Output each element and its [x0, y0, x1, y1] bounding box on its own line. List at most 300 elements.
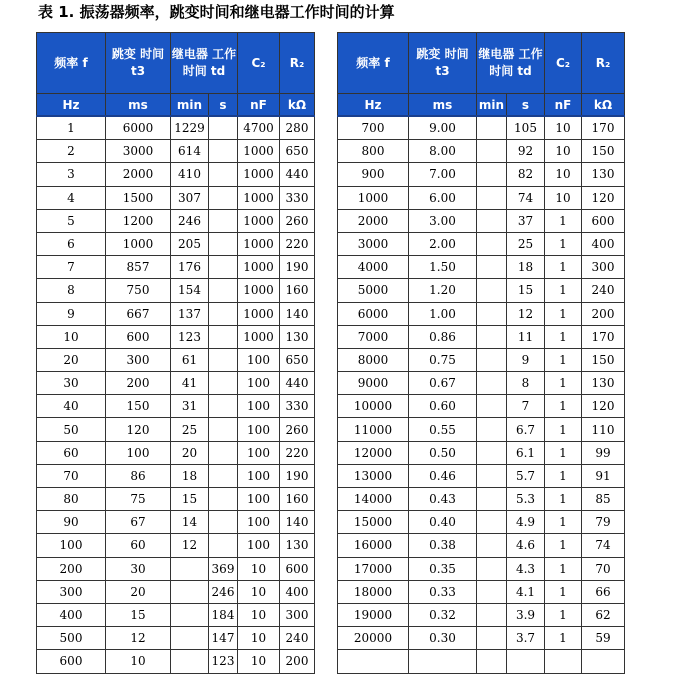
- table-row: [37, 441, 315, 464]
- header-jump-time: 跳变 时间 t3: [409, 33, 477, 94]
- cell-frequency: 5: [37, 209, 106, 232]
- cell-frequency: 5000: [338, 279, 409, 302]
- cell-c2: 100: [238, 464, 280, 487]
- cell-r2: 62: [582, 603, 625, 626]
- cell-relay-min: [477, 348, 507, 371]
- cell-frequency: 500: [37, 627, 106, 650]
- cell-relay-s: 6.1: [507, 441, 545, 464]
- cell-frequency: 18000: [338, 580, 409, 603]
- cell-c2: 1: [545, 627, 582, 650]
- cell-r2: 130: [280, 325, 315, 348]
- cell-jump-time: 600: [106, 325, 171, 348]
- cell-frequency: 20: [37, 348, 106, 371]
- table-row: [338, 372, 625, 395]
- cell-relay-s: [209, 534, 238, 557]
- table-row: [37, 534, 315, 557]
- cell-frequency: 40: [37, 395, 106, 418]
- cell-c2: 1: [545, 464, 582, 487]
- cell-r2: 300: [582, 256, 625, 279]
- cell-relay-min: 176: [171, 256, 209, 279]
- table-row: [37, 557, 315, 580]
- cell-frequency: 6000: [338, 302, 409, 325]
- cell-frequency: 12000: [338, 441, 409, 464]
- cell-r2: 300: [280, 603, 315, 626]
- cell-relay-s: [209, 464, 238, 487]
- cell-r2: 160: [280, 279, 315, 302]
- cell-frequency: 300: [37, 580, 106, 603]
- cell-r2: 160: [280, 488, 315, 511]
- cell-relay-s: [209, 302, 238, 325]
- cell-c2: 1: [545, 279, 582, 302]
- cell-relay-min: 14: [171, 511, 209, 534]
- cell-frequency: 15000: [338, 511, 409, 534]
- cell-relay-s: [209, 488, 238, 511]
- cell-frequency: 6: [37, 232, 106, 255]
- cell-r2: 400: [582, 232, 625, 255]
- cell-frequency: 1: [37, 116, 106, 140]
- table-row: [338, 232, 625, 255]
- cell-relay-s: 8: [507, 372, 545, 395]
- table-row: [338, 441, 625, 464]
- table-row: [37, 116, 315, 140]
- header-frequency: 频率 f: [338, 33, 409, 94]
- cell-frequency: 90: [37, 511, 106, 534]
- cell-c2: 1000: [238, 279, 280, 302]
- table-row: [37, 186, 315, 209]
- cell-relay-min: [477, 511, 507, 534]
- cell-r2: 59: [582, 627, 625, 650]
- cell-c2: 1: [545, 441, 582, 464]
- cell-c2: 4700: [238, 116, 280, 140]
- header-r2: R₂: [582, 33, 625, 94]
- cell-r2: 650: [280, 348, 315, 371]
- cell-relay-min: 154: [171, 279, 209, 302]
- cell-jump-time: 0.55: [409, 418, 477, 441]
- cell-r2: 91: [582, 464, 625, 487]
- cell-relay-s: 147: [209, 627, 238, 650]
- cell-relay-s: 5.7: [507, 464, 545, 487]
- cell-r2: 70: [582, 557, 625, 580]
- table-row: [37, 232, 315, 255]
- cell-r2: 170: [582, 116, 625, 140]
- cell-c2: 1: [545, 232, 582, 255]
- table-row: [338, 116, 625, 140]
- cell-relay-min: 12: [171, 534, 209, 557]
- cell-c2: 10: [238, 650, 280, 673]
- header-jump-time: 跳变 时间 t3: [106, 33, 171, 94]
- cell-relay-s: 4.6: [507, 534, 545, 557]
- cell-relay-s: 7: [507, 395, 545, 418]
- cell-relay-min: [171, 650, 209, 673]
- cell-jump-time: 0.60: [409, 395, 477, 418]
- table-row: [37, 163, 315, 186]
- cell-frequency: 800: [338, 140, 409, 163]
- cell-relay-s: 74: [507, 186, 545, 209]
- cell-relay-s: 369: [209, 557, 238, 580]
- cell-relay-min: 41: [171, 372, 209, 395]
- cell-r2: 130: [582, 163, 625, 186]
- cell-relay-min: [477, 464, 507, 487]
- cell-c2: 10: [238, 627, 280, 650]
- table-row: [338, 348, 625, 371]
- cell-relay-min: 1229: [171, 116, 209, 140]
- cell-relay-s: 4.3: [507, 557, 545, 580]
- cell-frequency: 2000: [338, 209, 409, 232]
- cell-r2: 440: [280, 163, 315, 186]
- cell-relay-min: 123: [171, 325, 209, 348]
- unit-ms: ms: [409, 94, 477, 117]
- cell-r2: 120: [582, 186, 625, 209]
- cell-relay-s: 184: [209, 603, 238, 626]
- cell-relay-s: 9: [507, 348, 545, 371]
- cell-frequency: 7: [37, 256, 106, 279]
- cell-relay-min: [477, 395, 507, 418]
- table-row: [338, 534, 625, 557]
- cell-c2: 10: [545, 186, 582, 209]
- cell-relay-min: 61: [171, 348, 209, 371]
- cell-relay-s: 37: [507, 209, 545, 232]
- cell-frequency: 9000: [338, 372, 409, 395]
- cell-frequency: 60: [37, 441, 106, 464]
- cell-jump-time: 10: [106, 650, 171, 673]
- cell-relay-min: [477, 302, 507, 325]
- cell-relay-min: [477, 325, 507, 348]
- table-row: [37, 302, 315, 325]
- cell-r2: 120: [582, 395, 625, 418]
- cell-jump-time: 150: [106, 395, 171, 418]
- table-row: [37, 209, 315, 232]
- cell-r2: 240: [582, 279, 625, 302]
- cell-jump-time: 86: [106, 464, 171, 487]
- cell-jump-time: 100: [106, 441, 171, 464]
- cell-r2: 190: [280, 256, 315, 279]
- cell-relay-s: [209, 209, 238, 232]
- cell-relay-s: 246: [209, 580, 238, 603]
- cell-frequency: 10: [37, 325, 106, 348]
- cell-r2: 330: [280, 395, 315, 418]
- table-row: [338, 603, 625, 626]
- cell-frequency: 4000: [338, 256, 409, 279]
- cell-c2: 1: [545, 302, 582, 325]
- table-row: [338, 395, 625, 418]
- table-row: [338, 627, 625, 650]
- cell-frequency: 3000: [338, 232, 409, 255]
- cell-relay-min: 18: [171, 464, 209, 487]
- table-row: [338, 140, 625, 163]
- cell-relay-min: [477, 580, 507, 603]
- cell-relay-s: [507, 650, 545, 673]
- cell-r2: 220: [280, 441, 315, 464]
- cell-relay-min: 15: [171, 488, 209, 511]
- table-row: [338, 488, 625, 511]
- cell-relay-s: 5.3: [507, 488, 545, 511]
- table-row: [37, 627, 315, 650]
- cell-relay-s: [209, 186, 238, 209]
- cell-frequency: 50: [37, 418, 106, 441]
- table-row: [37, 488, 315, 511]
- cell-relay-s: [209, 511, 238, 534]
- cell-relay-s: 123: [209, 650, 238, 673]
- cell-relay-min: [477, 650, 507, 673]
- cell-relay-min: [477, 232, 507, 255]
- cell-relay-s: 15: [507, 279, 545, 302]
- cell-r2: 200: [582, 302, 625, 325]
- cell-frequency: 400: [37, 603, 106, 626]
- cell-c2: 1: [545, 256, 582, 279]
- cell-jump-time: 0.38: [409, 534, 477, 557]
- cell-relay-min: [477, 279, 507, 302]
- unit-kohm: kΩ: [280, 94, 315, 117]
- cell-jump-time: 7.00: [409, 163, 477, 186]
- cell-c2: 1: [545, 511, 582, 534]
- cell-relay-min: 614: [171, 140, 209, 163]
- cell-relay-s: 82: [507, 163, 545, 186]
- cell-c2: 1000: [238, 325, 280, 348]
- cell-c2: 1000: [238, 209, 280, 232]
- cell-jump-time: 1.00: [409, 302, 477, 325]
- table-caption: 表 1. 振荡器频率，跳变时间和继电器工作时间的计算: [38, 3, 395, 21]
- cell-jump-time: 8.00: [409, 140, 477, 163]
- cell-c2: [545, 650, 582, 673]
- cell-relay-min: [477, 163, 507, 186]
- cell-r2: 220: [280, 232, 315, 255]
- table-row: [37, 348, 315, 371]
- cell-c2: 100: [238, 534, 280, 557]
- cell-frequency: 10000: [338, 395, 409, 418]
- cell-jump-time: 0.86: [409, 325, 477, 348]
- cell-jump-time: 1000: [106, 232, 171, 255]
- unit-nf: nF: [238, 94, 280, 117]
- cell-c2: 10: [238, 603, 280, 626]
- cell-r2: 200: [280, 650, 315, 673]
- cell-jump-time: 1500: [106, 186, 171, 209]
- table-row: [338, 557, 625, 580]
- cell-jump-time: 12: [106, 627, 171, 650]
- cell-c2: 1: [545, 348, 582, 371]
- cell-frequency: 2: [37, 140, 106, 163]
- cell-frequency: 8: [37, 279, 106, 302]
- unit-min: min: [171, 94, 209, 117]
- cell-frequency: [338, 650, 409, 673]
- cell-frequency: 600: [37, 650, 106, 673]
- cell-c2: 1: [545, 534, 582, 557]
- table-row: [338, 464, 625, 487]
- cell-c2: 100: [238, 441, 280, 464]
- cell-frequency: 80: [37, 488, 106, 511]
- cell-c2: 100: [238, 488, 280, 511]
- table-row: [338, 580, 625, 603]
- cell-r2: 280: [280, 116, 315, 140]
- cell-frequency: 20000: [338, 627, 409, 650]
- cell-r2: 66: [582, 580, 625, 603]
- cell-relay-s: 4.9: [507, 511, 545, 534]
- cell-jump-time: 67: [106, 511, 171, 534]
- cell-jump-time: 120: [106, 418, 171, 441]
- cell-c2: 100: [238, 372, 280, 395]
- cell-r2: 600: [280, 557, 315, 580]
- cell-relay-s: [209, 441, 238, 464]
- cell-relay-s: 25: [507, 232, 545, 255]
- cell-relay-s: [209, 348, 238, 371]
- cell-frequency: 17000: [338, 557, 409, 580]
- table-row: [338, 302, 625, 325]
- table-row: [338, 279, 625, 302]
- table-row: [37, 140, 315, 163]
- cell-relay-s: 6.7: [507, 418, 545, 441]
- cell-frequency: 16000: [338, 534, 409, 557]
- cell-relay-min: [477, 140, 507, 163]
- frequency-table-left: [36, 32, 315, 674]
- header-relay-time: 继电器 工作时间 td: [171, 33, 238, 94]
- cell-r2: 190: [280, 464, 315, 487]
- cell-r2: 650: [280, 140, 315, 163]
- unit-nf: nF: [545, 94, 582, 117]
- cell-relay-s: [209, 395, 238, 418]
- cell-r2: 240: [280, 627, 315, 650]
- cell-jump-time: 30: [106, 557, 171, 580]
- cell-r2: 330: [280, 186, 315, 209]
- cell-r2: 79: [582, 511, 625, 534]
- table-row: [37, 580, 315, 603]
- cell-c2: 1: [545, 325, 582, 348]
- cell-r2: 260: [280, 209, 315, 232]
- cell-c2: 100: [238, 418, 280, 441]
- cell-c2: 1000: [238, 186, 280, 209]
- table-row: [37, 603, 315, 626]
- cell-frequency: 7000: [338, 325, 409, 348]
- cell-r2: 150: [582, 140, 625, 163]
- table-row: [37, 372, 315, 395]
- table-row: [37, 650, 315, 673]
- cell-relay-min: [477, 372, 507, 395]
- header-c2: C₂: [545, 33, 582, 94]
- table-row: [338, 650, 625, 673]
- cell-c2: 1: [545, 209, 582, 232]
- cell-relay-s: 11: [507, 325, 545, 348]
- cell-relay-s: [209, 372, 238, 395]
- cell-frequency: 14000: [338, 488, 409, 511]
- unit-hz: Hz: [37, 94, 106, 117]
- cell-r2: 85: [582, 488, 625, 511]
- cell-relay-min: 25: [171, 418, 209, 441]
- table-row: [37, 256, 315, 279]
- cell-c2: 1000: [238, 140, 280, 163]
- cell-relay-min: [477, 186, 507, 209]
- cell-jump-time: 9.00: [409, 116, 477, 140]
- table-row: [338, 256, 625, 279]
- cell-frequency: 4: [37, 186, 106, 209]
- cell-r2: 260: [280, 418, 315, 441]
- cell-relay-min: 31: [171, 395, 209, 418]
- cell-jump-time: 667: [106, 302, 171, 325]
- cell-r2: 140: [280, 511, 315, 534]
- cell-relay-s: 18: [507, 256, 545, 279]
- cell-relay-s: [209, 232, 238, 255]
- cell-jump-time: 0.33: [409, 580, 477, 603]
- cell-frequency: 200: [37, 557, 106, 580]
- cell-relay-min: [477, 488, 507, 511]
- cell-relay-min: [171, 580, 209, 603]
- unit-hz: Hz: [338, 94, 409, 117]
- cell-relay-s: [209, 279, 238, 302]
- cell-r2: 170: [582, 325, 625, 348]
- cell-jump-time: 0.46: [409, 464, 477, 487]
- cell-relay-min: 307: [171, 186, 209, 209]
- cell-c2: 1000: [238, 256, 280, 279]
- cell-c2: 1000: [238, 163, 280, 186]
- table-row: [37, 511, 315, 534]
- cell-jump-time: 0.32: [409, 603, 477, 626]
- cell-relay-min: 205: [171, 232, 209, 255]
- cell-frequency: 30: [37, 372, 106, 395]
- table-row: [338, 163, 625, 186]
- cell-frequency: 900: [338, 163, 409, 186]
- cell-relay-s: [209, 325, 238, 348]
- cell-frequency: 700: [338, 116, 409, 140]
- cell-jump-time: 0.35: [409, 557, 477, 580]
- table-row: [37, 325, 315, 348]
- header-r2: R₂: [280, 33, 315, 94]
- cell-relay-min: 246: [171, 209, 209, 232]
- cell-frequency: 11000: [338, 418, 409, 441]
- cell-jump-time: 0.40: [409, 511, 477, 534]
- cell-jump-time: 6.00: [409, 186, 477, 209]
- cell-jump-time: 300: [106, 348, 171, 371]
- cell-relay-min: 410: [171, 163, 209, 186]
- cell-relay-min: [477, 534, 507, 557]
- header-relay-time: 继电器 工作时间 td: [477, 33, 545, 94]
- header-c2: C₂: [238, 33, 280, 94]
- unit-ms: ms: [106, 94, 171, 117]
- cell-c2: 10: [545, 140, 582, 163]
- cell-frequency: 3: [37, 163, 106, 186]
- cell-relay-min: [477, 603, 507, 626]
- cell-r2: 140: [280, 302, 315, 325]
- cell-c2: 100: [238, 511, 280, 534]
- unit-kohm: kΩ: [582, 94, 625, 117]
- unit-s: s: [209, 94, 238, 117]
- cell-frequency: 8000: [338, 348, 409, 371]
- cell-r2: 110: [582, 418, 625, 441]
- table-row: [338, 209, 625, 232]
- cell-frequency: 1000: [338, 186, 409, 209]
- table-row: [338, 418, 625, 441]
- unit-s: s: [507, 94, 545, 117]
- cell-r2: 130: [582, 372, 625, 395]
- cell-r2: 400: [280, 580, 315, 603]
- cell-jump-time: 857: [106, 256, 171, 279]
- cell-relay-min: 20: [171, 441, 209, 464]
- cell-relay-min: [477, 557, 507, 580]
- cell-relay-s: 4.1: [507, 580, 545, 603]
- cell-relay-min: [171, 627, 209, 650]
- cell-c2: 1: [545, 395, 582, 418]
- table-body-left: [37, 116, 315, 673]
- cell-c2: 1: [545, 488, 582, 511]
- cell-c2: 100: [238, 395, 280, 418]
- cell-c2: 100: [238, 348, 280, 371]
- cell-jump-time: [409, 650, 477, 673]
- cell-relay-min: [477, 116, 507, 140]
- cell-jump-time: 60: [106, 534, 171, 557]
- cell-relay-min: [477, 627, 507, 650]
- cell-c2: 10: [545, 163, 582, 186]
- cell-r2: 150: [582, 348, 625, 371]
- cell-jump-time: 15: [106, 603, 171, 626]
- cell-frequency: 19000: [338, 603, 409, 626]
- cell-r2: 600: [582, 209, 625, 232]
- cell-jump-time: 3.00: [409, 209, 477, 232]
